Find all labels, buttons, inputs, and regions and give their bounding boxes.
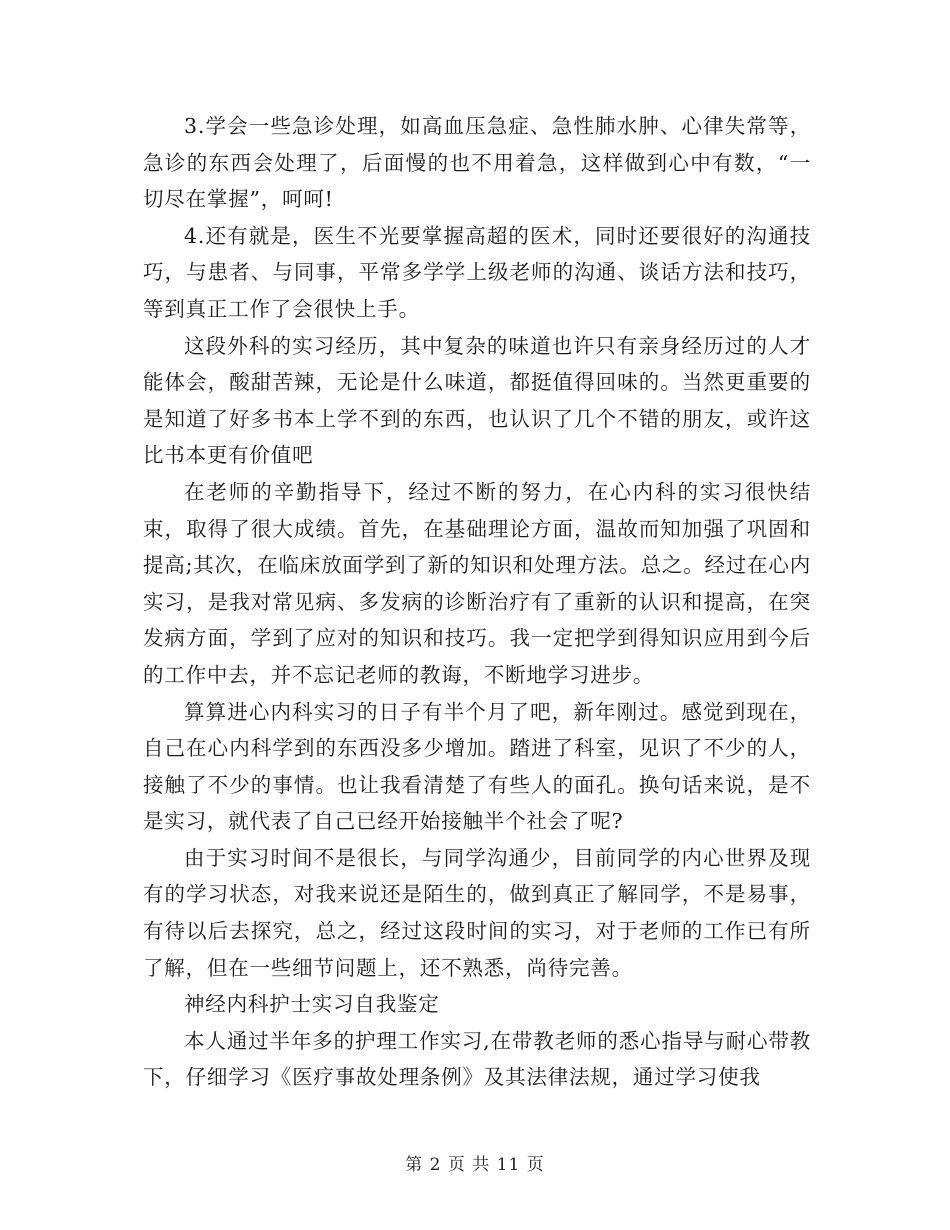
document-body (143, 108, 811, 1096)
paragraph-cardiology-summary: 在老师的辛勤指导下，经过不断的努力，在心内科的实习很快结束，取得了很大成绩。首先，在基础理论方面，温故而知加强了巩固和提高;其次，在临床放面学到了新的知识和处理方法。总之。经过在心内实习，是我对常见病、多发病的诊断治疗有了重新的认识和提高，在突发病方面，学到了应对的知识和技巧。我一定把学到得知识应用到今后的工作中去，并不忘记老师的教诲，不断地学习进步。 (143, 479, 812, 687)
section-heading: 神经内科护士实习自我鉴定 (184, 992, 440, 1017)
paragraph-classmates: 由于实习时间不是很长，与同学沟通少，目前同学的内心世界及现有的学习状态，对我来说还是陌生的，做到真正了解同学，不是易事，有待以后去探究，总之，经过这段时间的实习，对于老师的工作已有所了解，但在一些细节问题上，还不熟悉，尚待完善。 (143, 845, 811, 980)
paragraph-nursing-intro: 本人通过半年多的护理工作实习,在带教老师的悉心指导与耐心带教下，仔细学习《医疗事故处理条例》及其法律法规，通过学习使我 (143, 1028, 811, 1090)
paragraph-emergency-skills: 3.学会一些急诊处理，如高血压急症、急性肺水肿、心律失常等，急诊的东西会处理了，后面慢的也不用着急，这样做到心中有数，“一切尽在掌握”，呵呵! (143, 114, 811, 212)
paragraph-cardiology-reflection: 算算进心内科实习的日子有半个月了吧，新年刚过。感觉到现在，自己在心内科学到的东西没多少增加。踏进了科室，见识了不少的人，接触了不少的事情。也让我看清楚了有些人的面孔。换句话来说，是不是实习，就代表了自己已经开始接触半个社会了呢? (143, 699, 811, 834)
page-number-footer: 第 2 页 共 11 页 (405, 1155, 545, 1175)
paragraph-communication-skills: 4.还有就是，医生不光要掌握高超的医术，同时还要很好的沟通技巧，与患者、与同事，平常多学学上级老师的沟通、谈话方法和技巧，等到真正工作了会很快上手。 (143, 223, 811, 321)
paragraph-surgery-experience: 这段外科的实习经历，其中复杂的味道也许只有亲身经历过的人才能体会，酸甜苦辣，无论是什么味道，都挺值得回味的。当然更重要的是知道了好多书本上学不到的东西，也认识了几个不错的朋友，或许这比书本更有价值吧 (143, 333, 811, 468)
